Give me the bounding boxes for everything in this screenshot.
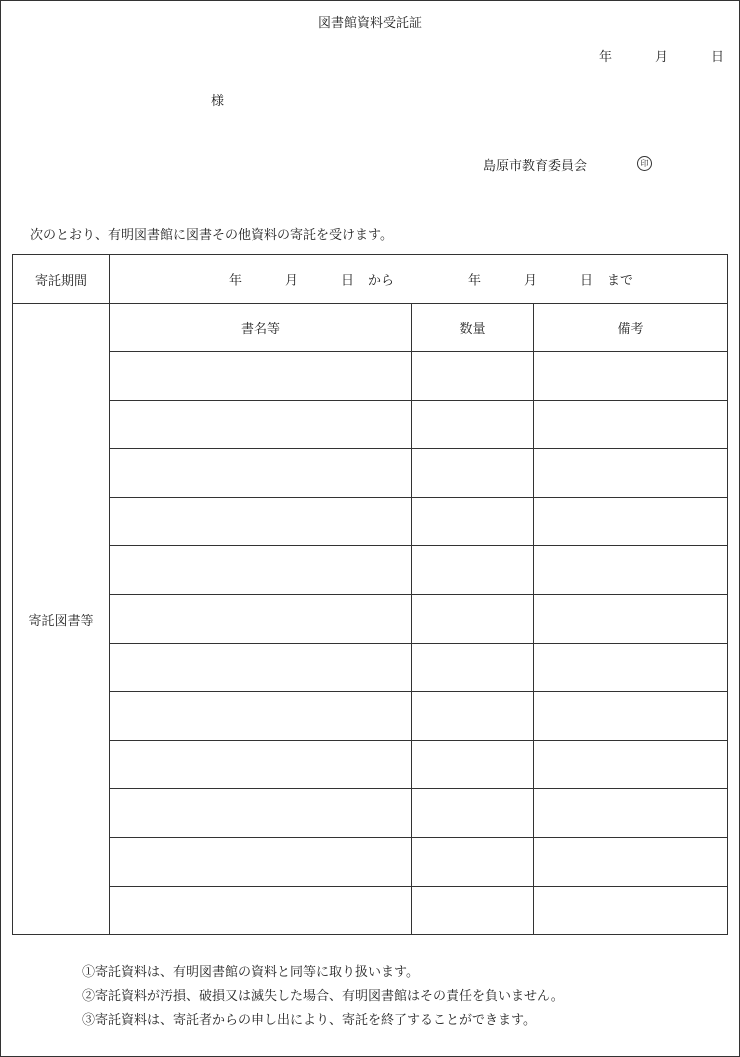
intro-text: 次のとおり、有明図書館に図書その他資料の寄託を受けます。 [30, 228, 393, 243]
table-row [13, 546, 728, 595]
note-item: ②寄託資料が汚損、破損又は滅失した場合、有明図書館はその責任を負いません。 [82, 989, 564, 1004]
row-remarks-cell[interactable] [534, 837, 728, 886]
row-quantity-cell[interactable] [412, 594, 534, 643]
row-quantity-cell[interactable] [412, 352, 534, 401]
note-item: ③寄託資料は、寄託者からの申し出により、寄託を終了することができます。 [82, 1013, 536, 1028]
row-quantity-cell[interactable] [412, 546, 534, 595]
row-title-cell[interactable] [110, 789, 412, 838]
row-title-cell[interactable] [110, 497, 412, 546]
notes-list [82, 961, 564, 1033]
table-row [13, 594, 728, 643]
items-label-cell [13, 304, 110, 935]
row-remarks-cell[interactable] [534, 692, 728, 741]
period-label-cell [13, 255, 110, 304]
row-remarks-cell[interactable] [534, 352, 728, 401]
table-row [13, 789, 728, 838]
period-from-year: 年 [229, 273, 243, 289]
header-title: 書名等 [240, 322, 280, 337]
document-title: 図書館資料受託証 [317, 16, 422, 31]
table-row [13, 449, 728, 498]
deposit-table [12, 254, 728, 935]
issuer-name: 島原市教育委員会 [483, 159, 588, 174]
row-title-cell[interactable] [110, 546, 412, 595]
date-day-label: 日 [711, 50, 725, 65]
table-row [13, 497, 728, 546]
period-from-month: 月 [285, 273, 299, 289]
period-from-day: 日 [341, 273, 355, 289]
row-title-cell[interactable] [110, 692, 412, 741]
row-remarks-cell[interactable] [534, 594, 728, 643]
period-from-word: から [368, 273, 395, 289]
header-quantity-cell [412, 304, 534, 352]
row-title-cell[interactable] [110, 643, 412, 692]
row-remarks-cell[interactable] [534, 886, 728, 935]
row-title-cell[interactable] [110, 886, 412, 935]
row-quantity-cell[interactable] [412, 837, 534, 886]
row-quantity-cell[interactable] [412, 692, 534, 741]
period-label: 寄託期間 [34, 273, 87, 289]
period-to-year: 年 [468, 273, 482, 289]
recipient-suffix: 様 [211, 94, 225, 109]
row-remarks-cell[interactable] [534, 740, 728, 789]
table-row [13, 400, 728, 449]
row-title-cell[interactable] [110, 352, 412, 401]
table-row [13, 886, 728, 935]
date-month-label: 月 [655, 50, 669, 65]
row-remarks-cell[interactable] [534, 643, 728, 692]
row-quantity-cell[interactable] [412, 643, 534, 692]
table-row [13, 352, 728, 401]
table-row [13, 837, 728, 886]
row-title-cell[interactable] [110, 449, 412, 498]
row-title-cell[interactable] [110, 837, 412, 886]
header-remarks: 備考 [617, 322, 644, 337]
period-value-cell[interactable] [110, 255, 728, 304]
period-to-month: 月 [524, 273, 538, 289]
table-row [13, 692, 728, 741]
row-title-cell[interactable] [110, 740, 412, 789]
row-remarks-cell[interactable] [534, 449, 728, 498]
items-label: 寄託図書等 [28, 613, 94, 629]
row-quantity-cell[interactable] [412, 740, 534, 789]
row-quantity-cell[interactable] [412, 886, 534, 935]
row-quantity-cell[interactable] [412, 789, 534, 838]
period-to-word: まで [607, 273, 634, 289]
date-year-label: 年 [599, 50, 613, 65]
row-remarks-cell[interactable] [534, 789, 728, 838]
row-remarks-cell[interactable] [534, 497, 728, 546]
row-quantity-cell[interactable] [412, 497, 534, 546]
note-item: ①寄託資料は、有明図書館の資料と同等に取り扱います。 [82, 965, 419, 980]
row-quantity-cell[interactable] [412, 449, 534, 498]
header-remarks-cell [534, 304, 728, 352]
header-quantity: 数量 [459, 322, 486, 337]
row-quantity-cell[interactable] [412, 400, 534, 449]
row-remarks-cell[interactable] [534, 546, 728, 595]
table-row [13, 740, 728, 789]
row-remarks-cell[interactable] [534, 400, 728, 449]
period-to-day: 日 [580, 273, 594, 289]
row-title-cell[interactable] [110, 400, 412, 449]
row-title-cell[interactable] [110, 594, 412, 643]
header-title-cell [110, 304, 412, 352]
seal-mark: 印 [637, 156, 652, 171]
table-row [13, 643, 728, 692]
